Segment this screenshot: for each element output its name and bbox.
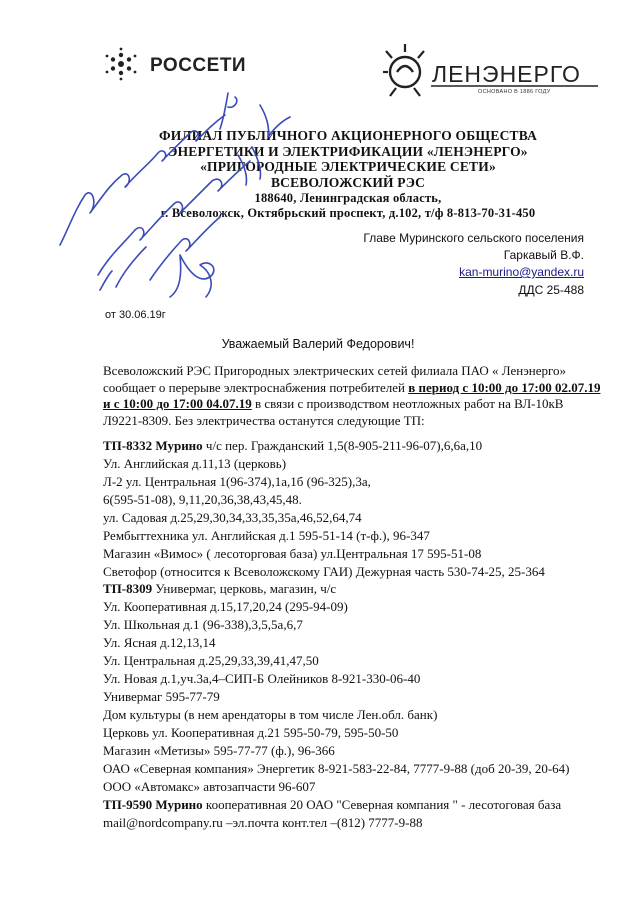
list-item: Церковь ул. Кооперативная д.21 595-50-79, 595-50-50 (103, 725, 399, 740)
addressee-name: Гаркавый В.Ф. (503, 248, 584, 262)
org-line-1: ФИЛИАЛ ПУБЛИЧНОГО АКЦИОНЕРНОГО ОБЩЕСТВА (158, 128, 538, 143)
intro-line-4: Л9221-8309. Без электричества останутся следующие ТП: (103, 413, 425, 428)
list-item: Ул. Кооперативная д.15,17,20,24 (295-94-09) (103, 599, 348, 614)
org-line-3: «ПРИГОРОДНЫЕ ЭЛЕКТРИЧЕСКИЕ СЕТИ» (200, 159, 496, 174)
addressee-title: Главе Муринского сельского поселения (363, 231, 584, 245)
outage-period-2: и с 10:00 до 17:00 04.07.19 (103, 396, 252, 411)
list-item: Ул. Новая д.1,уч.3а,4–СИП-Б Олейников 8-921-330-06-40 (103, 671, 421, 686)
list-item: Ул. Ясная д.12,13,14 (103, 635, 216, 650)
org-line-4: ВСЕВОЛОЖСКИЙ РЭС (270, 175, 426, 190)
addressee-email-link[interactable]: kan-murino@yandex.ru (459, 265, 584, 279)
list-item: 6(595-51-08), 9,11,20,36,38,43,45,48. (103, 492, 302, 507)
tp9590-heading: ТП-9590 Мурино кооперативная 20 ОАО "Северная компания " - лесотоговая база (103, 797, 562, 812)
list-item: Ул. Английская д.11,13 (церковь) (103, 456, 287, 471)
intro-line-1: Всеволожский РЭС Пригородных электрических сетей филиала ПАО « Ленэнерго» (103, 363, 567, 378)
org-line-6: г. Всеволожск, Октябрьский проспект, д.102, т/ф 8-813-70-31-450 (160, 206, 536, 220)
list-item: Л-2 ул. Центральная 1(96-374),1а,1б (96-325),3а, (103, 474, 371, 489)
list-item: Ул. Центральная д.25,29,33,39,41,47,50 (103, 653, 319, 668)
lenenergo-name: ЛЕНЭНЕРГО (432, 61, 581, 87)
list-item: Дом культуры (в нем арендаторы в том числе Лен.обл. банк) (103, 707, 438, 722)
list-item: Магазин «Метизы» 595-77-77 (ф.), 96-366 (103, 743, 335, 758)
list-item: ООО «Автомакс» автозапчасти 96-607 (103, 779, 316, 794)
intro-line-2: сообщает о перерыве электроснабжения потребителей в период с 10:00 до 17:00 02.07.19 (103, 380, 601, 395)
tp8332-heading: ТП-8332 Мурино ч/с пер. Гражданский 1,5(8-905-211-96-07),6,6а,10 (103, 438, 483, 453)
lenenergo-tagline: ОСНОВАНО В 1886 ГОДУ (478, 89, 551, 95)
addressee-dds: ДДС 25-488 (518, 283, 584, 297)
list-item: Ул. Школьная д.1 (96-338),3,5,5а,6,7 (103, 617, 303, 632)
document-date: от 30.06.19г (105, 309, 166, 321)
org-line-2: ЭНЕРГЕТИКИ И ЭЛЕКТРИФИКАЦИИ «ЛЕНЭНЕРГО» (168, 144, 528, 159)
list-item: ОАО «Северная компания» Энергетик 8-921-583-22-84, 7777-9-88 (доб 20-39, 20-64) (103, 761, 570, 776)
rosseti-name: РОССЕТИ (150, 55, 247, 76)
list-item: Рембыттехника ул. Английская д.1 595-51-14 (т-ф.), 96-347 (103, 528, 430, 543)
intro-line-3: и с 10:00 до 17:00 04.07.19 в связи с производством неотложных работ на ВЛ-10кВ (103, 396, 564, 411)
tp9590-contact: mail@nordcompany.ru –эл.почта конт.тел –(812) 7777-9-88 (103, 815, 423, 830)
list-item: Магазин «Вимос» ( лесоторговая база) ул.Центральная 17 595-51-08 (103, 546, 482, 561)
org-line-5: 188640, Ленинградская область, (254, 191, 442, 205)
greeting: Уважаемый Валерий Федорович! (221, 337, 415, 351)
outage-period-1: в период с 10:00 до 17:00 02.07.19 (408, 380, 601, 395)
list-item: Светофор (относится к Всеволожскому ГАИ) Дежурная часть 530-74-25, 25-364 (103, 564, 545, 579)
tp8309-heading: ТП-8309 Универмаг, церковь, магазин, ч/с (103, 581, 337, 596)
list-item: Универмаг 595-77-79 (103, 689, 220, 704)
list-item: ул. Садовая д.25,29,30,34,33,35,35а,46,52,64,74 (103, 510, 362, 525)
